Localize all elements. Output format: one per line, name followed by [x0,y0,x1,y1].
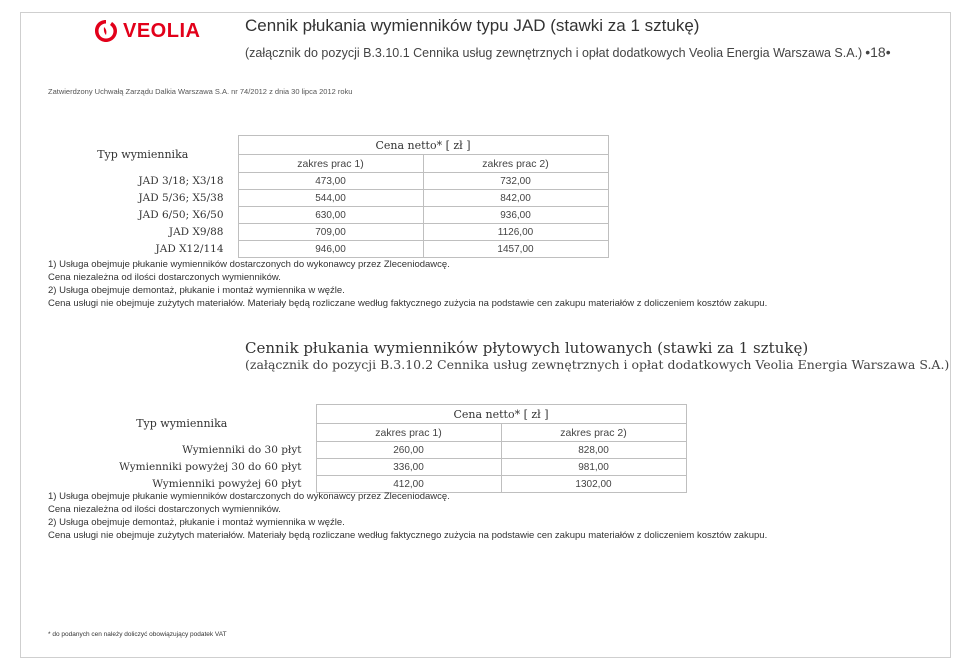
row-name: JAD X12/114 [155,243,224,255]
note-line: Cena usługi nie obejmuje zużytych materiałów. Materiały będą rozliczane według faktycznego zużycia na podstawie cen zakupu materiałów z doliczeniem kosztów zakupu. [48,298,768,309]
vat-footnote: * do podanych cen należy doliczyć obowiązujący podatek VAT [48,631,227,638]
range1-header: zakres prac 1) [316,424,501,442]
price-header: Cena netto* [ zł ] [238,136,608,155]
note-line: Cena usługi nie obejmuje zużytych materiałów. Materiały będą rozliczane według faktycznego zużycia na podstawie cen zakupu materiałów z doliczeniem kosztów zakupu. [48,530,768,541]
plate-price-table [48,404,687,493]
row-name: JAD X9/88 [168,226,224,238]
page-marker: •18• [865,44,891,60]
veolia-logo [93,18,200,44]
row-value-1: 709,00 [238,224,423,241]
row-value-2: 1126,00 [423,224,608,241]
table-row [48,207,608,224]
row-value-2: 936,00 [423,207,608,224]
veolia-logo-icon [93,18,119,44]
row-value-1: 946,00 [238,241,423,258]
note-line: 1) Usługa obejmuje płukanie wymienników dostarczonych do wykonawcy przez Zleceniodawcę. [48,491,450,502]
type-header: Typ wymiennika [97,147,189,161]
note-line: 2) Usługa obejmuje demontaż, płukanie i montaż wymiennika w węźle. [48,517,345,528]
row-value-2: 828,00 [501,442,686,459]
row-value-1: 473,00 [238,173,423,190]
row-name: JAD 3/18; X3/18 [138,175,224,187]
row-value-1: 260,00 [316,442,501,459]
table-row [48,442,686,459]
row-value-1: 630,00 [238,207,423,224]
range2-header: zakres prac 2) [423,155,608,173]
row-name: Wymienniki powyżej 30 do 60 płyt [119,461,302,473]
notes-plate [48,490,767,542]
note-line: Cena niezależna od ilości dostarczonych wymienników. [48,504,281,515]
row-value-2: 732,00 [423,173,608,190]
row-value-2: 981,00 [501,459,686,476]
row-value-1: 544,00 [238,190,423,207]
row-name: JAD 5/36; X5/38 [138,192,224,204]
row-name: Wymienniki do 30 płyt [182,444,302,456]
page-subtitle: (załącznik do pozycji B.3.10.1 Cennika usług zewnętrznych i opłat dodatkowych Veolia Energia Warszawa S.A.) •18• [245,44,891,60]
row-value-1: 336,00 [316,459,501,476]
section2-subtitle: (załącznik do pozycji B.3.10.2 Cennika usług zewnętrznych i opłat dodatkowych Veolia Energia Warszawa S.A.) [245,357,950,372]
page-border [20,12,951,658]
note-line: Cena niezależna od ilości dostarczonych wymienników. [48,272,281,283]
note-line: 2) Usługa obejmuje demontaż, płukanie i montaż wymiennika w węźle. [48,285,345,296]
row-name: Wymienniki powyżej 60 płyt [152,478,302,490]
table-row [48,190,608,207]
range1-header: zakres prac 1) [238,155,423,173]
row-name: JAD 6/50; X6/50 [138,209,224,221]
page-title: Cennik płukania wymienników typu JAD (stawki za 1 sztukę) [245,16,700,35]
table-row [48,173,608,190]
jad-price-table [48,135,609,258]
table-row [48,241,608,258]
table-row [48,224,608,241]
brand-name: VEOLIA [123,19,201,42]
range2-header: zakres prac 2) [501,424,686,442]
row-value-1: 412,00 [316,476,501,493]
price-header: Cena netto* [ zł ] [316,405,686,424]
row-value-2: 842,00 [423,190,608,207]
row-value-2: 1302,00 [501,476,686,493]
type-header: Typ wymiennika [136,416,228,430]
approval-note: Zatwierdzony Uchwałą Zarządu Dalkia Warszawa S.A. nr 74/2012 z dnia 30 lipca 2012 roku [48,87,353,96]
row-value-2: 1457,00 [423,241,608,258]
note-line: 1) Usługa obejmuje płukanie wymienników dostarczonych do wykonawcy przez Zleceniodawcę. [48,259,450,270]
section2-title: Cennik płukania wymienników płytowych lutowanych (stawki za 1 sztukę) [245,339,809,357]
table-row [48,459,686,476]
notes-jad [48,258,767,310]
